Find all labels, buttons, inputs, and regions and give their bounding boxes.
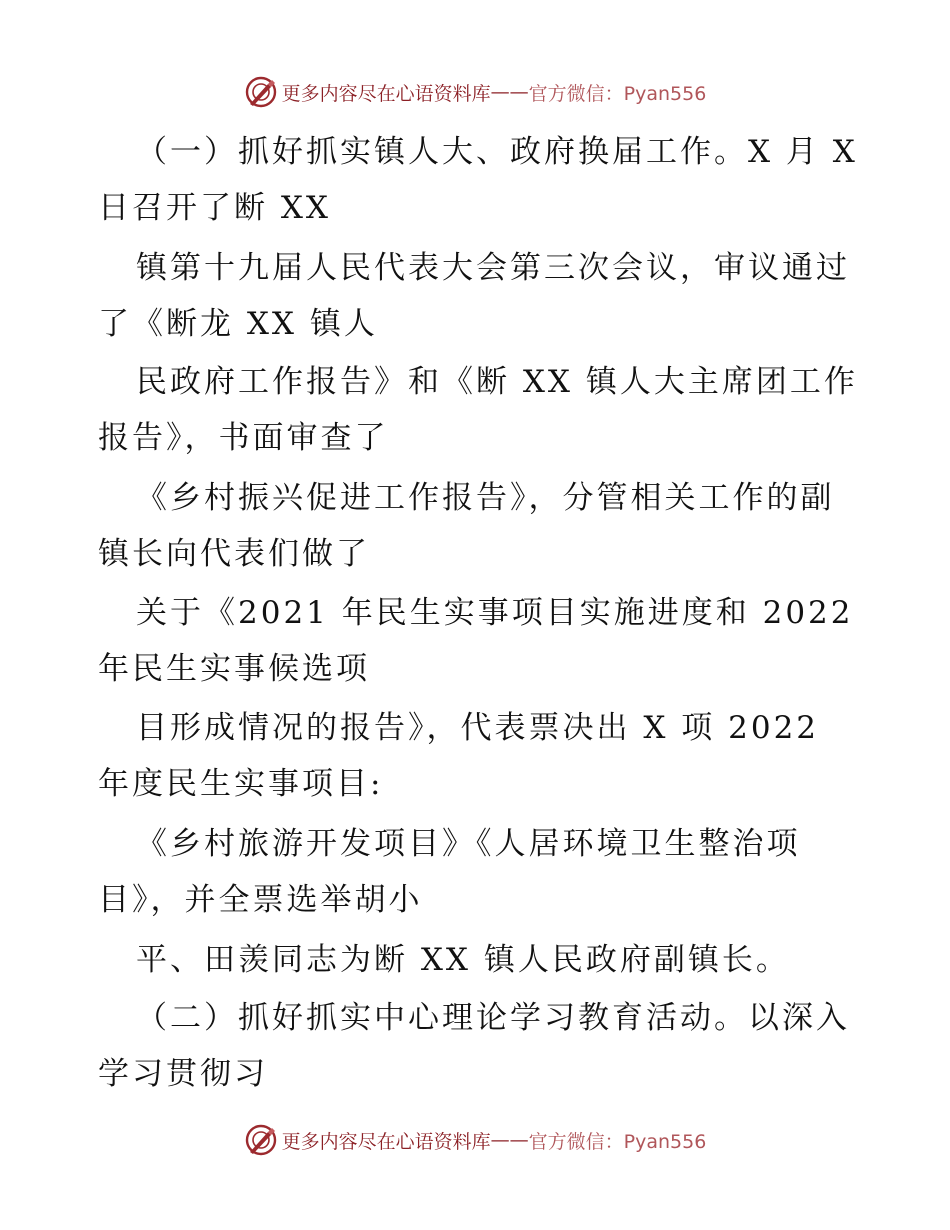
watermark-separator: —— xyxy=(490,1129,529,1151)
pen-logo-icon xyxy=(244,75,278,109)
body-line: 民政府工作报告》和《断 XX 镇人大主席团工作 xyxy=(136,364,858,400)
pen-logo-icon xyxy=(244,1123,278,1157)
body-line: 报告》，书面审查了 xyxy=(98,420,389,456)
body-line: 《乡村旅游开发项目》《人居环境卫生整治项 xyxy=(136,826,801,862)
body-line: 了《断龙 XX 镇人 xyxy=(98,306,378,342)
body-line: 目形成情况的报告》，代表票决出 X 项 2022 xyxy=(136,710,820,746)
watermark-text: 更多内容尽在心语资料库 xyxy=(281,1130,491,1153)
body-line: 平、田羡同志为断 XX 镇人民政府副镇长。 xyxy=(136,942,790,978)
body-line: 学习贯彻习 xyxy=(98,1056,268,1092)
watermark-text: 更多内容尽在心语资料库 xyxy=(281,82,491,105)
body-line: （一）抓好抓实镇人大、政府换届工作。X 月 X xyxy=(136,134,858,170)
watermark-separator: —— xyxy=(490,81,529,103)
body-line: 年民生实事候选项 xyxy=(98,651,370,687)
body-line: 《乡村振兴促进工作报告》，分管相关工作的副 xyxy=(136,480,835,516)
watermark-header xyxy=(0,72,950,112)
body-line: 镇第十九届人民代表大会第三次会议，审议通过 xyxy=(136,250,850,286)
body-line: （二）抓好抓实中心理论学习教育活动。以深入 xyxy=(136,1000,850,1036)
body-line: 年度民生实事项目: xyxy=(98,766,384,802)
watermark-contact: 官方微信：Pyan556 xyxy=(528,1130,707,1153)
body-line: 关于《2021 年民生实事项目实施进度和 2022 xyxy=(136,595,854,631)
body-line: 镇长向代表们做了 xyxy=(98,536,370,572)
watermark-footer xyxy=(0,1120,950,1160)
body-line: 目》，并全票选举胡小 xyxy=(98,882,423,918)
watermark-contact: 官方微信：Pyan556 xyxy=(528,82,707,105)
body-line: 日召开了断 XX xyxy=(98,190,331,226)
